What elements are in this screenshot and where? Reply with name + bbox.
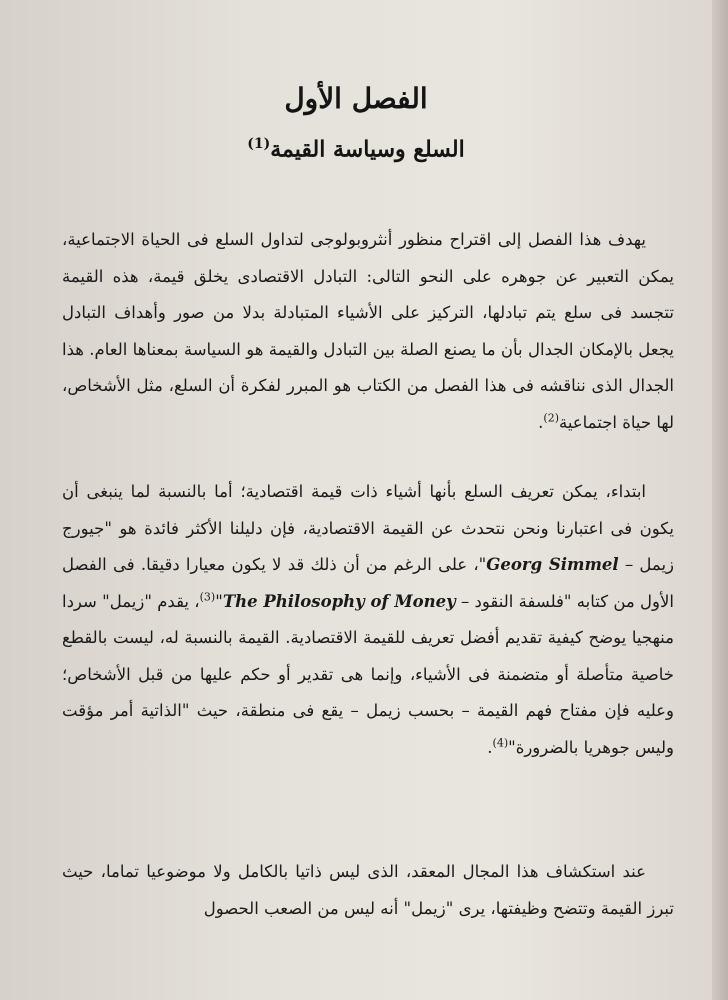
- footnote-marker-2: (2): [543, 411, 559, 424]
- chapter-title-text: الفصل الأول: [284, 82, 428, 115]
- latin-name-simmel: Georg Simmel: [486, 555, 619, 574]
- paragraph-2-part-a: ابتداء، يمكن تعريف السلع بأنها أشياء ذات قيمة اقتصادية؛ أما بالنسبة لما ينبغى أن يكون فى اعتبارنا ونحن نتحدث عن القيمة الاقتصادية، فإن دليلنا الأكثر فائدة هو "جيورج زيمل –: [62, 482, 675, 574]
- footnote-marker-4: (4): [492, 736, 509, 749]
- paragraph-3: [62, 854, 674, 927]
- paragraph-2-part-c: ": [215, 591, 223, 611]
- page-edge: [712, 0, 728, 1000]
- paragraph-1-end: .: [538, 412, 544, 432]
- section-footnote-marker: (1): [247, 136, 271, 152]
- paragraph-2: [62, 474, 674, 766]
- latin-book-title: The Philosophy of Money: [222, 591, 456, 611]
- paragraph-2-part-d: ، يقدم "زيمل" سردا منهجيا يوضح كيفية تقديم أفضل تعريف للقيمة الاقتصادية. القيمة بالنسبة له، ليست بالقطع خاصية متأصلة أو متضمنة فى الأشياء، وإنما هى تقدير أو حكم عليها من قبل الأشخاص؛ وعليه فإن مفتاح فهم القيمة – بحسب زيمل – يقع فى منطقة، حيث "الذاتية أمر مؤقت وليس جوهريا بالضرورة": [62, 591, 674, 757]
- paragraph-2-end: .: [487, 737, 493, 757]
- paragraph-2-part-b: "، على الرغم من أن ذلك قد لا يكون معيارا دقيقا. فى الفصل الأول من كتابه "فلسفة النقود –: [62, 555, 674, 611]
- paragraph-1: [62, 222, 674, 441]
- paragraph-3-text: عند استكشاف هذا المجال المعقد، الذى ليس ذاتيا بالكامل ولا موضوعيا تماما، حيث تبرز القيمة وتتضح وظيفتها، يرى "زيمل" أنه ليس من الصعب الحصول: [62, 862, 674, 918]
- section-title-text: السلع وسياسة القيمة: [270, 136, 465, 163]
- paragraph-1-text: يهدف هذا الفصل إلى اقتراح منظور أنثروبولوجى لتداول السلع فى الحياة الاجتماعية، يمكن التعبير عن جوهره على النحو التالى: التبادل الاقتصادى يخلق قيمة، هذه القيمة تتجسد فى سلع يتم تبادلها، التركيز على الأشياء المتبادلة بدلا من صور وأهداف التبادل يجعل بالإمكان الجدال بأن ما يصنع الصلة بين التبادل والقيمة هو السياسة بمعناها العام. هذا الجدال الذى نناقشه فى هذا الفصل من الكتاب هو المبرر لفكرة أن السلع، مثل الأشخاص، لها حياة اجتماعية: [62, 230, 674, 432]
- chapter-title: [0, 82, 712, 115]
- footnote-marker-3: (3): [199, 590, 216, 603]
- section-title: [0, 136, 712, 162]
